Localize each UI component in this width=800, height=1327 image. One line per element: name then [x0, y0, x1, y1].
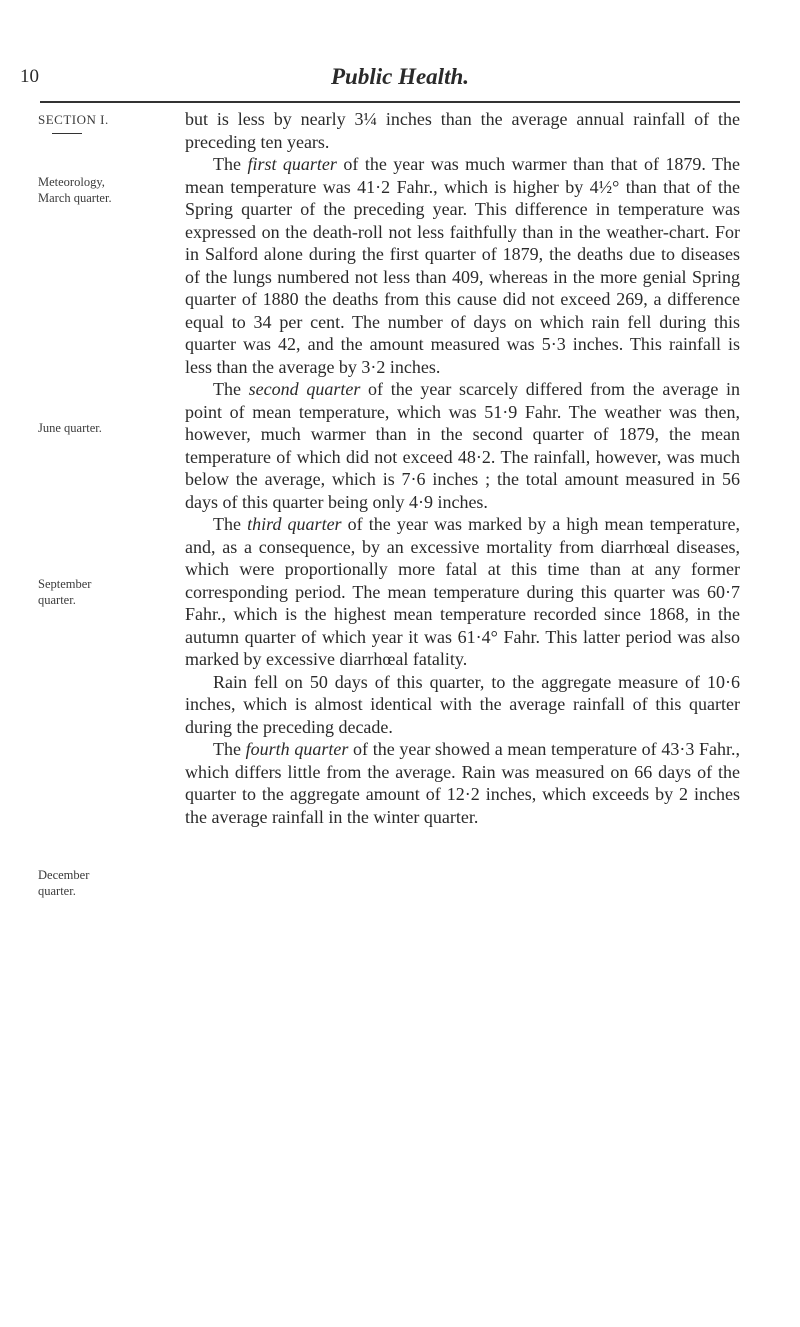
second-quarter-lead: The [213, 379, 249, 399]
paragraph-second-quarter [185, 378, 740, 513]
page-number: 10 [20, 66, 39, 87]
fourth-quarter-lead: The [213, 739, 246, 759]
second-quarter-term: second quarter [248, 379, 361, 399]
paragraph-third-quarter [185, 513, 740, 671]
first-quarter-term: first quarter [247, 154, 337, 174]
third-quarter-term: third quarter [247, 514, 342, 534]
header-rule [40, 101, 740, 103]
second-quarter-text: of the year scarcely differed from the average in point of mean temperature, which was 51·9 Fahr. The weather was then, however, much warmer than in the second quarter of 1879, the mean temperature of which did not exceed 48·2. The rainfall, however, was much below the average, which is 7·6 inches ; the total amount measured in 56 days of this quarter being only 4·9 inches. [185, 379, 741, 512]
paragraph-third-quarter-rain: Rain fell on 50 days of this quarter, to the aggregate measure of 10·6 inches, which is almost identical with the average rainfall of this quarter during the preceding decade. [185, 671, 740, 737]
margin-note-june-quarter: June quarter. [38, 421, 102, 435]
paragraph-first-quarter [185, 153, 740, 378]
section-label: SECTION I. [38, 112, 109, 127]
margin-note-march-quarter: March quarter. [38, 191, 112, 205]
margin-note-section [38, 112, 109, 134]
first-quarter-lead: The [213, 154, 248, 174]
fourth-quarter-term: fourth quarter [245, 739, 349, 759]
running-head: Public Health. [331, 64, 469, 89]
third-quarter-lead: The [213, 514, 248, 534]
margin-note-meteorology: Meteorology, [38, 175, 105, 189]
margin-note-december-line1: December [38, 868, 90, 882]
margin-note-december-line2: quarter. [38, 884, 76, 898]
section-rule [52, 133, 82, 134]
paragraph-fourth-quarter [185, 738, 740, 828]
third-quarter-text: of the year was marked by a high mean temperature, and, as a consequence, by an excessive mortality from diarrhœal diseases, which were proportionally more fatal at this time than at any former corresponding period. The mean temperature during this quarter was 60·7 Fahr., which is the highest mean temperature recorded since 1868, in the autumn quarter of which year it was 61·4° Fahr. This latter period was also marked by excessive diarrhœal fatality. [185, 514, 741, 669]
body-text [185, 108, 740, 828]
fourth-quarter-text: of the year showed a mean temperature of 43·3 Fahr., which differs little from the average. Rain was measured on 66 days of the quarter to the aggregate amount of 12·2 inches, which exceeds by 2 inches the average rainfall in the winter quarter. [185, 739, 740, 827]
first-quarter-text: of the year was much warmer than that of 1879. The mean temperature was 41·2 Fahr., which is higher by 4½° than that of the Spring quarter of the preceding year. This difference in temperature was expressed on the death-roll not less faithfully than in the weather-chart. For in Salford alone during the first quarter of 1879, the deaths due to diseases of the lungs numbered not less than 409, whereas in the more genial Spring quarter of 1880 the deaths from this cause did not exceed 269, a difference equal to 34 per cent. The number of days on which rain fell during this quarter was 42, and the amount measured was 5·3 inches. This rainfall is less than the average by 3·2 inches. [185, 154, 741, 377]
margin-note-september-line1: September [38, 577, 92, 591]
margin-note-september-line2: quarter. [38, 593, 76, 607]
paragraph-continuation: but is less by nearly 3¼ inches than the average annual rainfall of the preceding ten years. [185, 109, 740, 152]
